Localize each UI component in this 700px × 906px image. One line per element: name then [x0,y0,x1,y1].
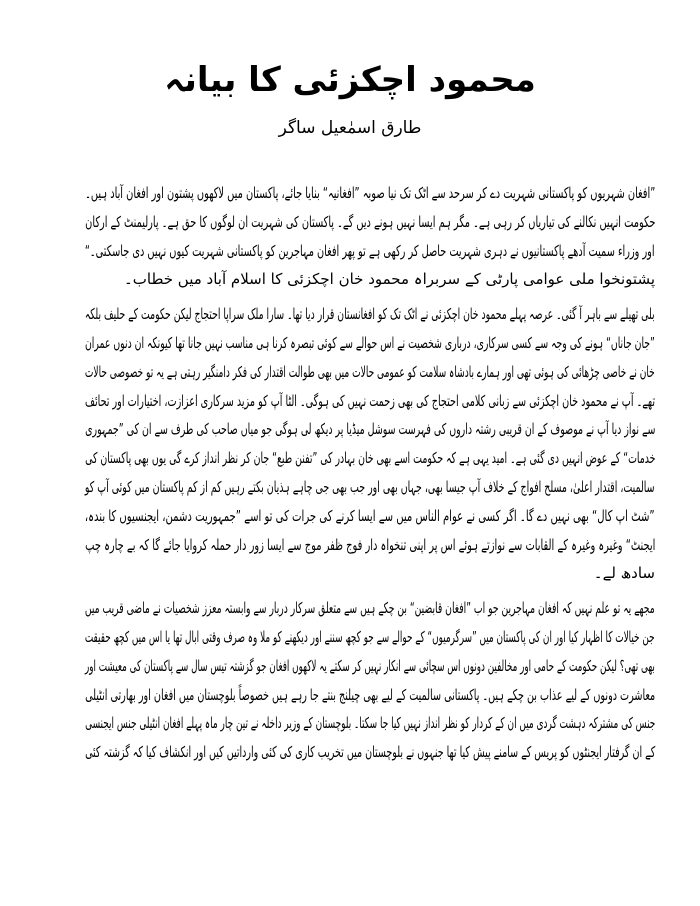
paragraph [85,179,655,294]
line-text: سے نواز دیا آپ نے موصوف کے ان قریبی رشتہ داروں کی فہرست سوشل میڈیا پر دیکھ لی ہوگی جو میاں صاحب کی طرف سے ان کی ”جمہوری [84,420,655,439]
text-line [85,358,655,387]
paragraph [85,594,655,767]
text-line [85,444,655,473]
line-text: پشتونخوا ملی عوامی پارٹی کے سربراہ محمود خان اچکزئی کا اسلام آباد میں خطاب۔ [123,270,655,289]
paragraph [85,300,655,588]
text-line [85,208,655,237]
text-line [85,738,655,767]
line-text: مجھے یہ تو علم نہیں کہ افغان مہاجرین جو اب ”افغان قابضین“ بن چکے ہیں سے متعلق سرکار دربار سے وابستہ معزز شخصیات نے ماضی قریب میں [85,599,655,618]
line-text: ”شٹ اپ کال“ بھی نہیں دے گا۔ اگر کسی نے عوام الناس میں سے ایسا کرنے کی جرات کی تو اسے ”جمہوریت دشمن، ایجنسیوں کا بندہ، [85,506,655,525]
line-text: حکومت انہیں نکالنے کی تیاریاں کر رہی ہے۔ مگر ہم ایسا نہیں ہونے دیں گے۔ پاکستان کی شہریت ان لوگوں کا حق ہے۔ پارلیمنٹ کے ارکان [84,212,655,231]
text-line [85,387,655,416]
text-line [85,415,655,444]
line-text: جنس کی مشترکہ دہشت گردی میں ان کے کردار کو نظر انداز نہیں کیا جا سکتا۔ بلوچستان کے وزیر داخلہ نے تین چار ماہ پہلے افغان انٹیلی جنس ایجنسی [84,714,655,733]
line-text: تھے۔ آپ نے محمود خان اچکزئی سے زبانی کلامی احتجاج کی بھی زحمت نہیں کی ہوگی۔ الٹا آپ کو مزید سرکاری اعزازت، اختیارات اور تحائف [85,391,655,410]
line-text: سالمیت، اقتدار اعلیٰ، مسلح افواج کے خلاف آپ جیسا بھی، جہاں بھی اور جب بھی جی چاہے ہذیان بکتے رہیں کم از کم پاکستان میں کوئی آپ کو [85,477,655,496]
line-text: خان نے خاصی چڑھائی کی ہوئی تھی اور ہمارے بادشاہ سلامت کو عمومی حالات میں بھی طوالت اقتدار کی فکر دامنگیر رہتی ہے یہ تو خصوصی حالات [85,362,655,381]
line-text: بلی تھیلے سے باہر آ گئی۔ عرصہ پہلے محمود خان اچکزئی نے اٹک تک کو افغانستان قرار دیا تھا۔ سارا ملک سراپا احتجاج لیکن حکومت کے حلیف بلکہ [85,305,655,324]
line-text: بھی تھی؟ لیکن حکومت کے حامی اور مخالفین دونوں اس سچائی سے انکار نہیں کر سکتے یہ لاکھوں افغان جو گزشتہ تیس سال سے پاکستان کی معیشت اور [85,656,655,675]
text-line [85,473,655,502]
text-line [85,681,655,710]
text-line [85,300,655,329]
text-line [85,265,655,294]
article-title: محمود اچکزئی کا بیانہ [164,60,536,100]
text-line [85,559,655,588]
text-line [85,179,655,208]
text-line [85,237,655,266]
line-text: ”جان جاناں“ ہونے کی وجہ سے کسی سرکاری، درباری شخصیت نے اس حوالے سے کوئی تبصرہ کرنا ہی مناسب نہیں جانا تھا کیونکہ ان دنوں عمران [85,333,655,352]
text-line [85,594,655,623]
article-author: طارق اسمٰعیل ساگر [278,118,422,138]
text-line [85,531,655,560]
text-line [85,652,655,681]
line-text: جن خیالات کا اظہار کیا اور ان کی پاکستان میں ”سرگرمیوں“ کے حوالے سے جو کچھ سننے اور دیکھنے کو ملا وہ صرف وقتی ابال تھا یا اس میں کچھ حقیقت [85,627,655,646]
line-text: خدمات“ کے عوض انہیں دی گئی ہے۔ امید یہی ہے کہ حکومت اسے بھی خان بہادر کی ”تفنن طبع“ جان کر نظر انداز کرے گی یوں بھی پاکستان کی [84,449,655,468]
line-text: سادھ لے۔ [593,564,655,583]
line-text: کے ان گرفتار ایجنٹوں کو پریس کے سامنے پیش کیا تھا جنہوں نے بلوچستان میں تخریب کاری کی کئی وارداتیں کیں اور انکشاف کیا کہ گزشتہ کئی [84,743,655,762]
line-text: معاشرت دونوں کے لیے عذاب بن چکے ہیں۔ پاکستانی سالمیت کے لیے بھی چیلنج بنتے جا رہے ہیں خصوصاً بلوچستان میں افغان اور بھارتی انٹیلی [84,685,655,704]
text-line [85,623,655,652]
line-text: ”افغان شہریوں کو پاکستانی شہریت دے کر سرحد سے اٹک تک نیا صوبہ ”افغانیہ“ بنایا جائے، پاکستان میں لاکھوں پشتون اور افغان آباد ہیں۔ [84,184,655,202]
line-text: اور وزراء سمیت آدھے پاکستانیوں نے دہری شہریت حاصل کر رکھی ہے تو پھر افغان مہاجرین کو پاکستانی شہریت کیوں نہیں دی جاسکتی۔“ [85,241,655,260]
line-text: ایجنٹ“ وغیرہ وغیرہ کے القابات سے نوازتے ہوئے اس پر اپنی تنخواہ دار فوج ظفر موج سے ایسا زور دار حملہ کروایا جائے گا کہ بے چارہ چپ [84,535,655,554]
text-line [85,502,655,531]
text-line [85,709,655,738]
article-body [85,179,655,773]
text-line [85,329,655,358]
